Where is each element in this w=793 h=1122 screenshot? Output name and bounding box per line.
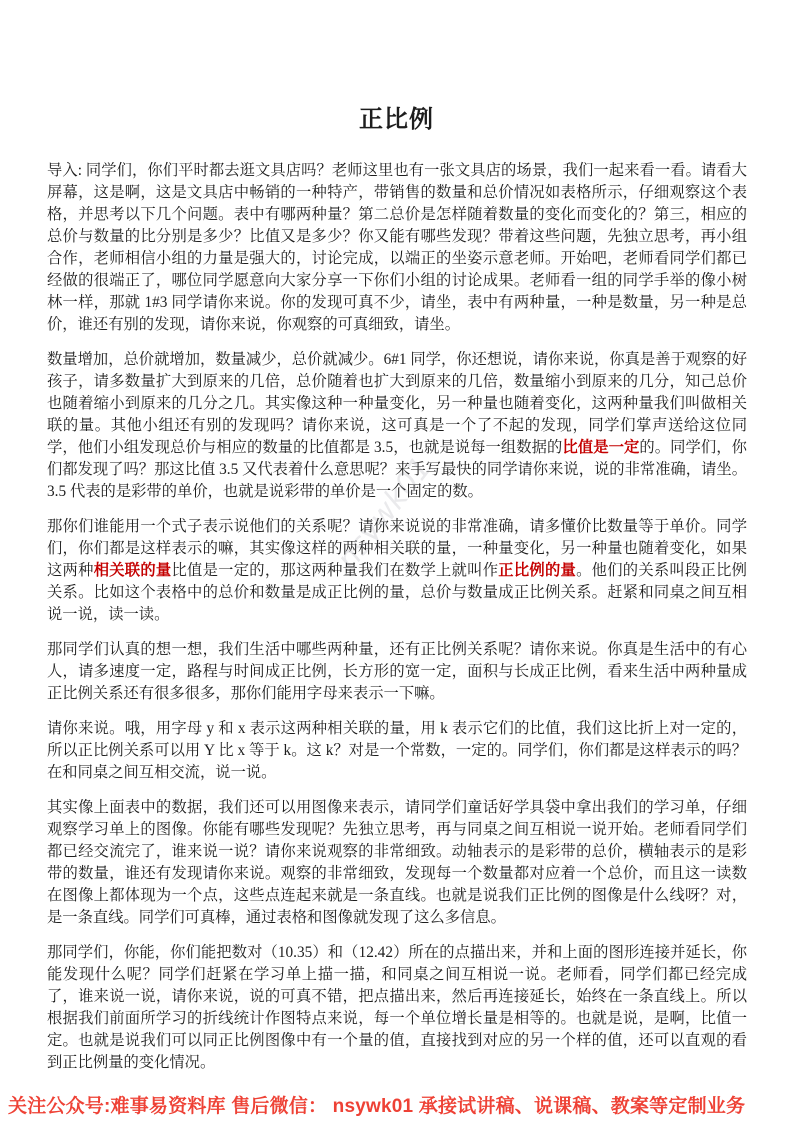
text-run: 导入: 同学们，你们平时都去逛文具店吗？老师这里也有一张文具店的场景，我们一起来看一看。请看大屏幕，这是啊，这是文具店中畅销的一种特产，带销售的数量和总价情况如表格所示，仔细观察这个表格，并思考以下几个问题。表中有哪两种量？第二总价是怎样随着数量的变化而变化的？第三，相应的总价与数量的比分别是多少？比值又是多少？你又能有哪些发现？带着这些问题，先独立思考，再小组合作，老师相信小组的力量是强大的，讨论完成，以端正的坐姿示意老师。开始吧，老师看同学们都已经做的很端正了，哪位同学愿意向大家分享一下你们小组的讨论成果。老师看一组的同学手举的像小树林一样，那就 1#3 同学请你来说。你的发现可真不少，请坐，表中有两种量，一种是数量，另一种是总价，谁还有别的发现，请你来说，你观察的可真细致，请坐。 — [47, 162, 747, 333]
paragraph — [47, 160, 747, 336]
highlighted-text: 相关联的量 — [93, 562, 172, 579]
text-run: 。他们的关系叫段正比例关系。比如这个表格中的总价和数量是成正比例的量，总价与数量成正比例关系。赶紧和同桌之间互相说一说，读一读。 — [47, 562, 747, 623]
paragraph — [47, 942, 747, 1074]
document-body — [47, 160, 747, 1074]
page-title: 正比例 — [359, 107, 434, 133]
paragraph — [47, 718, 747, 784]
text-run: 比值是一定的，那这两种量我们在数学上就叫作 — [171, 562, 499, 579]
paragraph — [47, 349, 747, 503]
paragraph — [47, 797, 747, 929]
highlighted-text: 比值是一定 — [562, 439, 640, 456]
footer-banner: 关注公众号:难事易资料库 售后微信： nsywk01 承接试讲稿、说课稿、教案等定制业务 — [8, 1096, 746, 1117]
paragraph — [47, 639, 747, 705]
text-run: 数量增加，总价就增加，数量减少，总价就减少。6#1 同学，你还想说，请你来说，你真是善于观察的好孩子，请多数量扩大到原来的几倍，总价随着也扩大到原来的几倍，数量缩小到原来的几分，知己总价也随着缩小到原来的几分之几。其实像这种一种量变化，另一种量也随着变化，这两种量我们叫做相关联的量。其他小组还有别的发现吗？请你来说，这可真是一个了不起的发现，同学们掌声送给这位同学，他们小组发现总价与相应的数量的比值都是 3.5，也就是说每一组数据的 — [47, 351, 747, 456]
text-run: 那同学们，你能，你们能把数对（10.35）和（12.42）所在的点描出来，并和上面的图形连接并延长，你能发现什么呢？同学们赶紧在学习单上描一描，和同桌之间互相说一说。老师看，同学们都已经完成了，谁来说一说，请你来说，说的可真不错，把点描出来，然后再连接延长，始终在一条直线上。所以根据我们前面所学习的折线统计作图特点来说，每一个单位增长量是相等的。也就是说，是啊，比值一定。也就是说我们可以同正比例图像中有一个量的值，直接找到对应的另一个样的值，还可以直观的看到正比例量的变化情况。 — [47, 944, 747, 1071]
paragraph — [47, 516, 747, 626]
watermark: nsywk01 — [330, 450, 440, 577]
text-run: 那你们谁能用一个式子表示说他们的关系呢？请你来说说的非常准确，请多懂价比数量等于单价。同学们，你们都是这样表示的嘛，其实像这样的两种相关联的量，一种量变化，另一种量也随着变化，如果这两种 — [47, 518, 747, 579]
text-run: 那同学们认真的想一想，我们生活中哪些两种量，还有正比例关系呢？请你来说。你真是生活中的有心人，请多速度一定，路程与时间成正比例，长方形的宽一定，面积与长成正比例，看来生活中两种量成正比例关系还有很多很多，那你们能用字母来表示一下嘛。 — [47, 641, 747, 702]
text-run: 的。同学们，你们都发现了吗？那这比值 3.5 又代表着什么意思呢？来手写最快的同学请你来说，说的非常准确，请坐。3.5 代表的是彩带的单价，也就是说彩带的单价是一个固定的数。 — [47, 439, 747, 500]
highlighted-text: 正比例的量 — [498, 562, 577, 579]
text-run: 请你来说。哦，用字母 y 和 x 表示这两种相关联的量，用 k 表示它们的比值，我们这比折上对一定的，所以正比例关系可以用 Y 比 x 等于 k。这 k？对是一个常数，一定的。同学们，你们都是这样表示的吗？在和同桌之间互相交流，说一说。 — [47, 720, 747, 781]
text-run: 其实像上面表中的数据，我们还可以用图像来表示，请同学们童话好学具袋中拿出我们的学习单，仔细观察学习单上的图像。你能有哪些发现呢？先独立思考，再与同桌之间互相说一说开始。老师看同学们都已经交流完了，谁来说一说？请你来说观察的非常细致。动轴表示的是彩带的总价，横轴表示的是彩带的数量，谁还有发现请你来说。观察的非常细致，发现每一个数量都对应着一个总价，而且这一读数在图像上都体现为一个点，这些点连起来就是一条直线。也就是说我们正比例的图像是什么线呀？对，是一条直线。同学们可真棒，通过表格和图像就发现了这么多信息。 — [47, 799, 747, 926]
